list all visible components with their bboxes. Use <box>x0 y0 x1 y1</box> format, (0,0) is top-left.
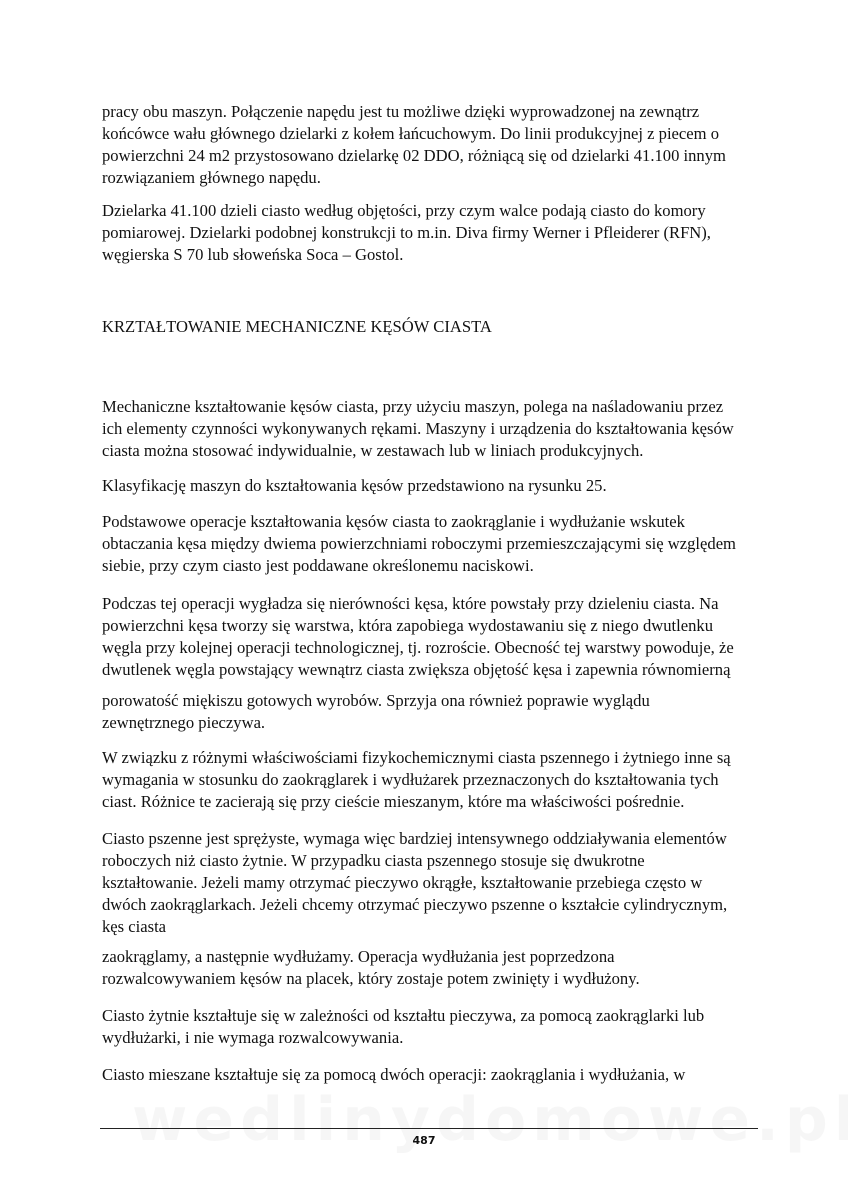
paragraph-ciasto-pszenne <box>102 828 762 938</box>
text-line: węgla przy kolejnej operacji technologicznej, tj. rozroście. Obecność tej warstwy powoduje, że <box>102 638 734 657</box>
text-line: rozwiązaniem głównego napędu. <box>102 168 321 187</box>
paragraph-dzielarka <box>102 200 762 266</box>
text-line: końcówce wału głównego dzielarki z kołem łańcuchowym. Do linii produkcyjnej z piecem o <box>102 124 720 143</box>
paragraph-podczas <box>102 593 762 681</box>
text-line: kęs ciasta <box>102 917 167 936</box>
text-line: Dzielarka 41.100 dzieli ciasto według objętości, przy czym walce podają ciasto do komory <box>102 201 706 220</box>
text-line: rozwalcowywaniem kęsów na placek, który zostaje potem zwinięty i wydłużony. <box>102 969 640 988</box>
text-line: zewnętrznego pieczywa. <box>102 713 266 732</box>
text-line: ciasta można stosować indywidualnie, w zestawach lub w liniach produkcyjnych. <box>102 441 644 460</box>
text-line: wydłużarki, i nie wymaga rozwalcowywania. <box>102 1028 404 1047</box>
text-line: ich elementy czynności wykonywanych rękami. Maszyny i urządzenia do kształtowania kęsów <box>102 419 734 438</box>
text-line: Mechaniczne kształtowanie kęsów ciasta, przy użyciu maszyn, polega na naśladowaniu przez <box>102 397 724 416</box>
paragraph-podstawowe <box>102 511 762 577</box>
text-line: powierzchni kęsa tworzy się warstwa, która zapobiega wydostawaniu się z niego dwutlenku <box>102 616 714 635</box>
watermark <box>132 1085 772 1155</box>
text-line: W związku z różnymi właściwościami fizykochemicznymi ciasta pszennego i żytniego inne są <box>102 748 731 767</box>
section-heading: KRZTAŁTOWANIE MECHANICZNE KĘSÓW CIASTA <box>102 317 492 336</box>
text-line: dwóch zaokrąglarkach. Jeżeli chcemy otrzymać pieczywo pszenne o kształcie cylindrycznym, <box>102 895 728 914</box>
text-line: Klasyfikację maszyn do kształtowania kęsów przedstawiono na rysunku 25. <box>102 476 607 495</box>
text-line: Ciasto mieszane kształtuje się za pomocą dwóch operacji: zaokrąglania i wydłużania, w <box>102 1065 686 1084</box>
paragraph-mechaniczne <box>102 396 762 462</box>
text-line: siebie, przy czym ciasto jest poddawane określonemu naciskowi. <box>102 556 534 575</box>
paragraph-porowatosc <box>102 690 762 734</box>
text-line: pracy obu maszyn. Połączenie napędu jest tu możliwe dzięki wyprowadzonej na zewnątrz <box>102 102 700 121</box>
text-line: Podczas tej operacji wygładza się nierówności kęsa, które powstały przy dzieleniu ciasta. Na <box>102 594 719 613</box>
paragraph-ciasto-zytnie <box>102 1005 762 1049</box>
paragraph-napedu <box>102 101 762 189</box>
text-line: obtaczania kęsa między dwiema powierzchniami roboczymi przemieszczającymi się względem <box>102 534 736 553</box>
footer-divider <box>100 1128 758 1129</box>
text-line: ciast. Różnice te zacierają się przy cieście mieszanym, które ma właściwości pośrednie. <box>102 792 685 811</box>
text-line: porowatość miękiszu gotowych wyrobów. Sprzyja ona również poprawie wyglądu <box>102 691 650 710</box>
paragraph-w-zwiazku <box>102 747 762 813</box>
text-line: Podstawowe operacje kształtowania kęsów ciasta to zaokrąglanie i wydłużanie wskutek <box>102 512 685 531</box>
text-line: pomiarowej. Dzielarki podobnej konstrukcji to m.in. Diva firmy Werner i Pfleiderer (RFN), <box>102 223 711 242</box>
text-line: zaokrąglamy, a następnie wydłużamy. Operacja wydłużania jest poprzedzona <box>102 947 615 966</box>
text-line: roboczych niż ciasto żytnie. W przypadku ciasta pszennego stosuje się dwukrotne <box>102 851 645 870</box>
text-line: Ciasto pszenne jest sprężyste, wymaga więc bardziej intensywnego oddziaływania elementów <box>102 829 727 848</box>
text-line: powierzchni 24 m2 przystosowano dzielarkę 02 DDO, różniącą się od dzielarki 41.100 innym <box>102 146 726 165</box>
text-line: kształtowanie. Jeżeli mamy otrzymać pieczywo okrągłe, kształtowanie przebiega często w <box>102 873 703 892</box>
text-line: wymagania w stosunku do zaokrąglarek i wydłużarek przeznaczonych do kształtowania tych <box>102 770 719 789</box>
text-line: Ciasto żytnie kształtuje się w zależności od kształtu pieczywa, za pomocą zaokrąglarki lub <box>102 1006 705 1025</box>
paragraph-klasyfikacja <box>102 475 762 497</box>
paragraph-ciasto-mieszane <box>102 1064 762 1086</box>
page-number: 487 <box>412 1134 436 1147</box>
paragraph-zaokraglamy <box>102 946 762 990</box>
text-line: węgierska S 70 lub słoweńska Soca – Gostol. <box>102 245 404 264</box>
text-line: dwutlenek węgla powstający wewnątrz ciasta zwiększa objętość kęsa i zapewnia równomierną <box>102 660 731 679</box>
